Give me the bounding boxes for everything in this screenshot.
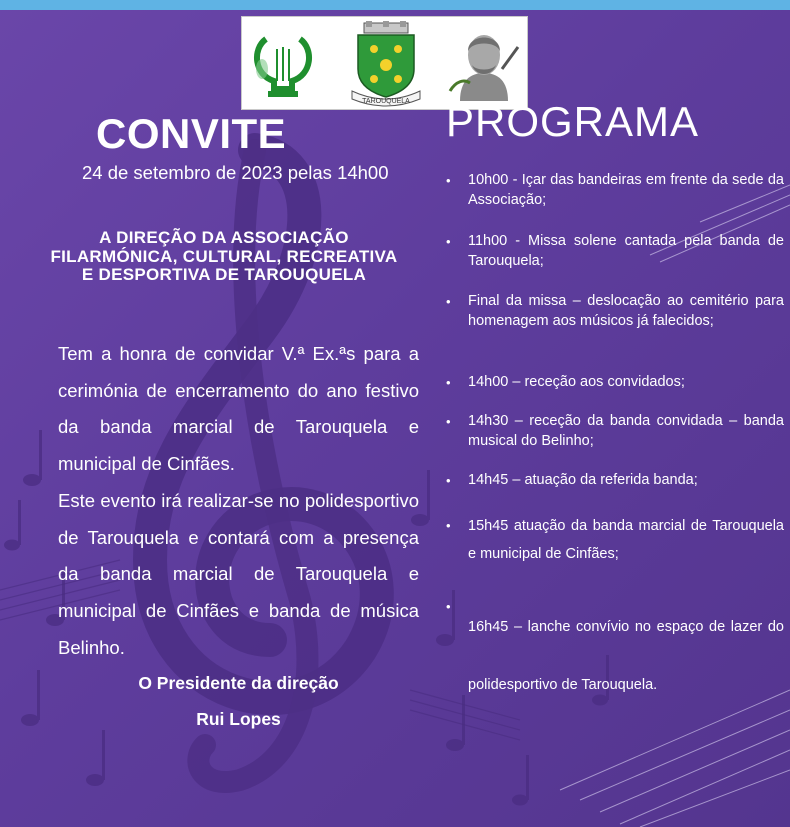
bullet-icon: •: [446, 294, 451, 309]
program-item: • 10h00 - Içar das bandeiras em frente da sede da Associação;: [446, 172, 784, 208]
program-item: • 14h30 – receção da banda convidada – banda musical do Belinho;: [446, 413, 784, 449]
program-title: PROGRAMA: [446, 98, 700, 145]
bust-statue-icon: [446, 25, 522, 105]
bullet-icon: •: [446, 375, 451, 390]
invitation-paragraph: Tem a honra de convidar V.ª Ex.ªs para a cerimónia de encerramento do ano festivo da banda marcial de Tarouquela e municipal de Cinfães.: [58, 343, 419, 475]
program-item: • Final da missa – deslocação ao cemitério para homenagem aos músicos já falecidos;: [446, 293, 784, 329]
event-date: 24 de setembro de 2023 pelas 14h00: [82, 162, 389, 183]
signature-role: O Presidente da direção: [138, 673, 339, 693]
coat-of-arms-icon: [346, 21, 426, 107]
bullet-icon: •: [446, 473, 451, 488]
program-item: • 11h00 - Missa solene cantada pela banda de Tarouquela;: [446, 233, 784, 269]
bullet-icon: •: [446, 173, 451, 188]
svg-text:TAROUQUELA: TAROUQUELA: [362, 98, 410, 105]
lyre-logo-icon: [248, 29, 318, 101]
bullet-icon: •: [446, 234, 451, 249]
bullet-icon: •: [446, 599, 451, 614]
invitation-paragraph: Este evento irá realizar-se no polidesportivo de Tarouquela e contará com a presença da banda marcial de Tarouquela e municipal de Cinfães e banda de música Belinho.: [58, 489, 419, 658]
bullet-icon: •: [446, 414, 451, 429]
program-item: • 14h45 – atuação da referida banda;: [446, 471, 784, 491]
bullet-icon: •: [446, 518, 451, 533]
program-item: • 15h45 atuação da banda marcial de Tarouquela e municipal de Cinfães;: [446, 512, 784, 568]
logo-strip: [241, 16, 528, 110]
invitation-body: [58, 336, 419, 666]
program-item: • 16h45 – lanche convívio no espaço de lazer do polidesportivo de Tarouquela.: [446, 598, 784, 714]
program-item: • 14h00 – receção aos convidados;: [446, 373, 784, 393]
signature-name: Rui Lopes: [196, 709, 281, 729]
invitation-title: CONVITE: [96, 110, 287, 157]
organizer-heading: A DIREÇÃO DA ASSOCIAÇÃO FILARMÓNICA, CULTURAL, RECREATIVA E DESPORTIVA DE TAROUQUELA: [50, 228, 398, 284]
